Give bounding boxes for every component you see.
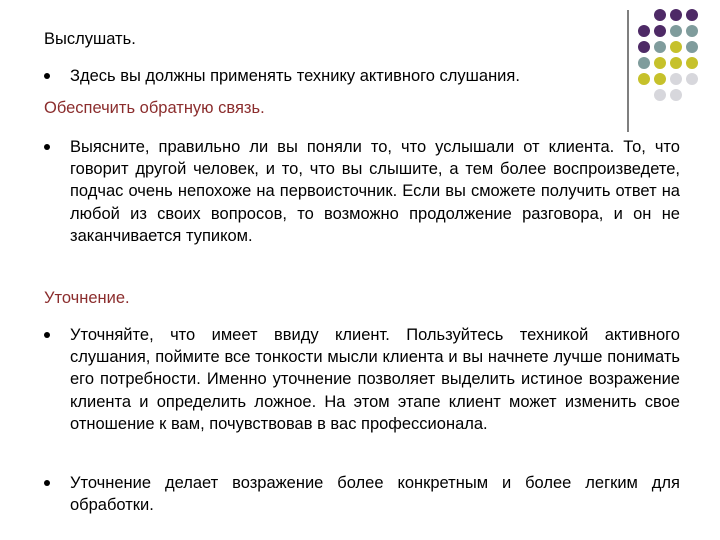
decorative-dot bbox=[686, 25, 698, 37]
list-item bbox=[44, 472, 680, 516]
decorative-dot bbox=[670, 25, 682, 37]
bullet-text: Уточнение делает возражение более конкретным и более легким для обработки. bbox=[70, 474, 680, 515]
bullet-text: Здесь вы должны применять технику активного слушания. bbox=[70, 67, 520, 85]
section-heading-feedback: Обеспечить обратную связь. bbox=[44, 99, 265, 117]
bullet-dot-icon bbox=[44, 144, 50, 150]
section-heading-listen: Выслушать. bbox=[44, 30, 136, 48]
decorative-dot bbox=[638, 25, 650, 37]
decorative-dot bbox=[670, 89, 682, 101]
decorative-dot bbox=[686, 57, 698, 69]
bullet-text: Выясните, правильно ли вы поняли то, что услышали от клиента. То, что говорит другой человек, и то, что вы слышите, а тем более воспроизведете, подчас очень непохоже на первоисточник. Если вы сможете получить ответ на любой из своих вопросов, то возможно продолжение разговора, и он не заканчивается тупиком. bbox=[70, 138, 680, 245]
section-heading-clarify: Уточнение. bbox=[44, 289, 130, 307]
decorative-dot bbox=[654, 9, 666, 21]
bullet-text: Уточняйте, что имеет ввиду клиент. Пользуйтесь техникой активного слушания, поймите все тонкости мысли клиента и вы начнете лучше понимать его потребности. Именно уточнение позволяет выделить истиное возражение клиента и определить ложное. На этом этапе клиент может изменить свое отношение к вам, почувствовав в вас профессионала. bbox=[70, 326, 680, 433]
bullet-dot-icon bbox=[44, 332, 50, 338]
bullet-dot-icon bbox=[44, 480, 50, 486]
decorative-dot bbox=[686, 73, 698, 85]
list-item bbox=[44, 136, 680, 247]
decorative-dot bbox=[654, 89, 666, 101]
list-item bbox=[44, 65, 680, 87]
decorative-dot bbox=[686, 41, 698, 53]
decorative-dot bbox=[654, 41, 666, 53]
bullet-dot-icon bbox=[44, 73, 50, 79]
decorative-dot bbox=[670, 9, 682, 21]
decorative-dot bbox=[654, 25, 666, 37]
decorative-dot bbox=[638, 41, 650, 53]
list-item bbox=[44, 324, 680, 435]
decorative-dot bbox=[686, 9, 698, 21]
decorative-dot bbox=[670, 41, 682, 53]
